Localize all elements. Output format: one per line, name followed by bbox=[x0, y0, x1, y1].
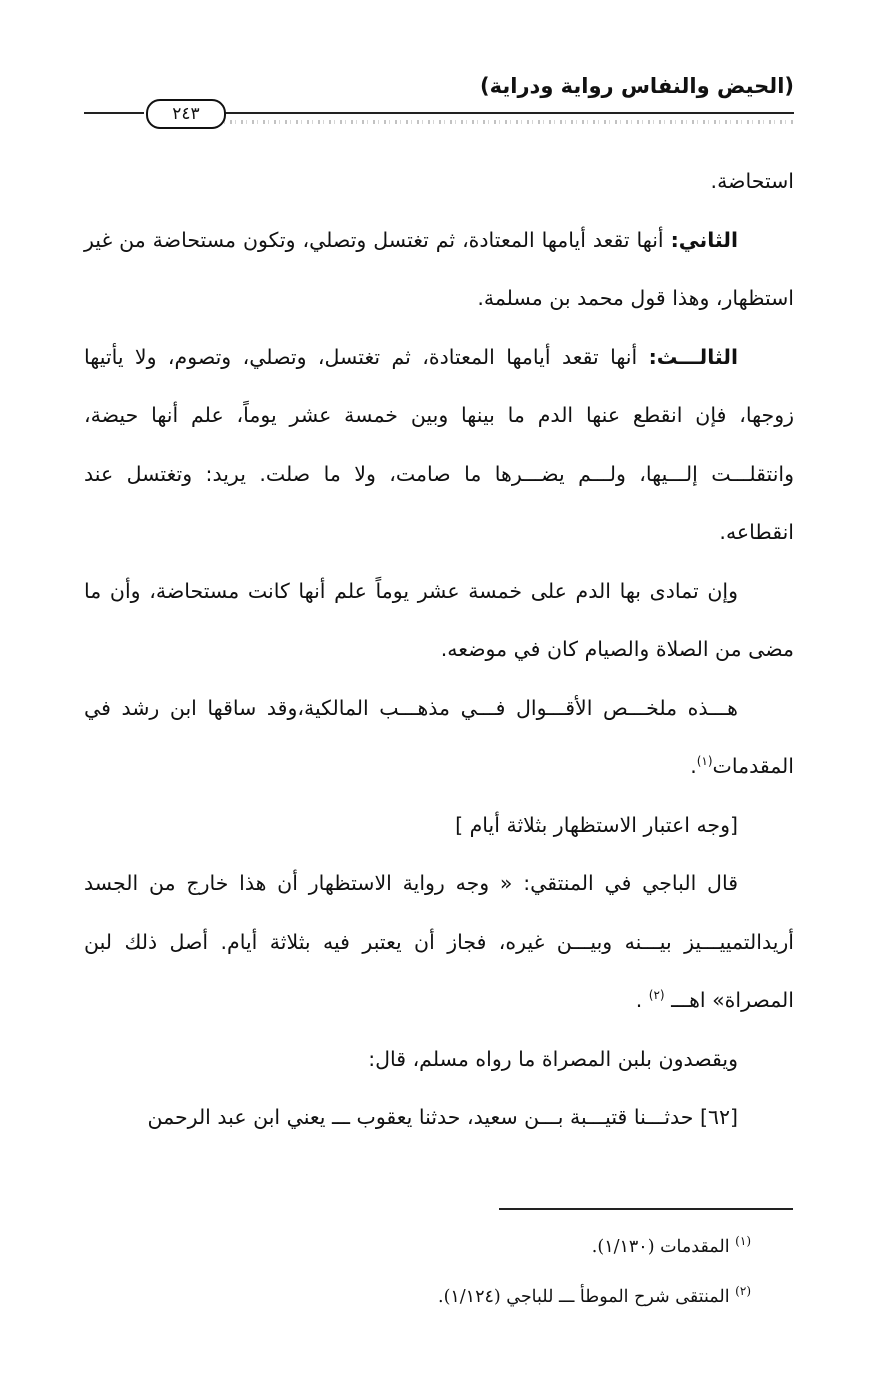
footnote: $^{(٢)}$ المنتقى شرح الموطأ ـــ للباجي (١/١٢٤). bbox=[438, 1284, 751, 1307]
footnote-separator bbox=[499, 1208, 793, 1210]
paragraph: ويقصدون بلبن المصراة ما رواه مسلم، قال: bbox=[368, 1046, 738, 1071]
page-header bbox=[84, 62, 794, 132]
page-number: ٢٤٣ bbox=[146, 99, 226, 129]
running-title: (الحيض والنفاس رواية ودراية) bbox=[480, 74, 794, 98]
header-rule bbox=[219, 112, 794, 114]
paragraph-label: الثاني: bbox=[670, 227, 738, 252]
paragraph-label: الثالـــث: bbox=[648, 344, 738, 369]
paragraph: [٦٢] حدثـــنا قتيـــبة بـــن سعيد، حدثنا يعقوب ـــ يعني ابن عبد الرحمن bbox=[147, 1105, 738, 1129]
main-text bbox=[84, 152, 794, 1147]
paragraph: هـــذه ملخـــص الأقـــوال فـــي مذهـــب المالكية،وقد ساقها ابن رشد في المقدمات$^{(١)}$. bbox=[84, 695, 794, 778]
paragraph: الثاني: أنها تقعد أيامها المعتادة، ثم تغتسل وتصلي، وتكون مستحاضة من غير استظهار، وهذا قول محمد بن مسلمة. bbox=[84, 227, 794, 310]
footnote: $^{(١)}$ المقدمات (١/١٣٠). bbox=[591, 1234, 751, 1257]
section-heading: [وجه اعتبار الاستظهار بثلاثة أيام ] bbox=[455, 812, 738, 837]
footnote-ref: (٢) bbox=[648, 988, 665, 1003]
footnote-marker: (١) bbox=[735, 1234, 751, 1249]
footnote-marker: (٢) bbox=[735, 1284, 751, 1299]
paragraph: الثالـــث: أنها تقعد أيامها المعتادة، ثم تغتسل، وتصلي، وتصوم، ولا يأتيها زوجها، فإن انقطع عنها الدم ما بينها وبين خمسة عشر يوماً، علم أنها حيضة، وانتقلـــت إلـــيها، ولـــم يضـــرها ما صامت، ولا ما صلت. يريد: وتغتسل عند انقطاعه. bbox=[84, 344, 794, 544]
footnote-ref: (١) bbox=[696, 754, 713, 769]
paragraph: استحاضة. bbox=[710, 169, 794, 193]
footnotes bbox=[193, 1222, 793, 1322]
paragraph: وإن تمادى بها الدم على خمسة عشر يوماً علم أنها كانت مستحاضة، وأن ما مضى من الصلاة والصيام كان في موضعه. bbox=[84, 578, 794, 661]
paragraph: قال الباجي في المنتقي: « وجه رواية الاستظهار أن هذا خارج من الجسد أريدالتمييـــيز بيـــنه وبيـــن غيره، فجاز أن يعتبر فيه بثلاثة أيام. أصل ذلك لبن المصراة» اهـــ $^{(٢)}$ . bbox=[84, 871, 794, 1012]
header-rule-texture bbox=[219, 120, 794, 124]
header-rule-left bbox=[84, 112, 144, 114]
